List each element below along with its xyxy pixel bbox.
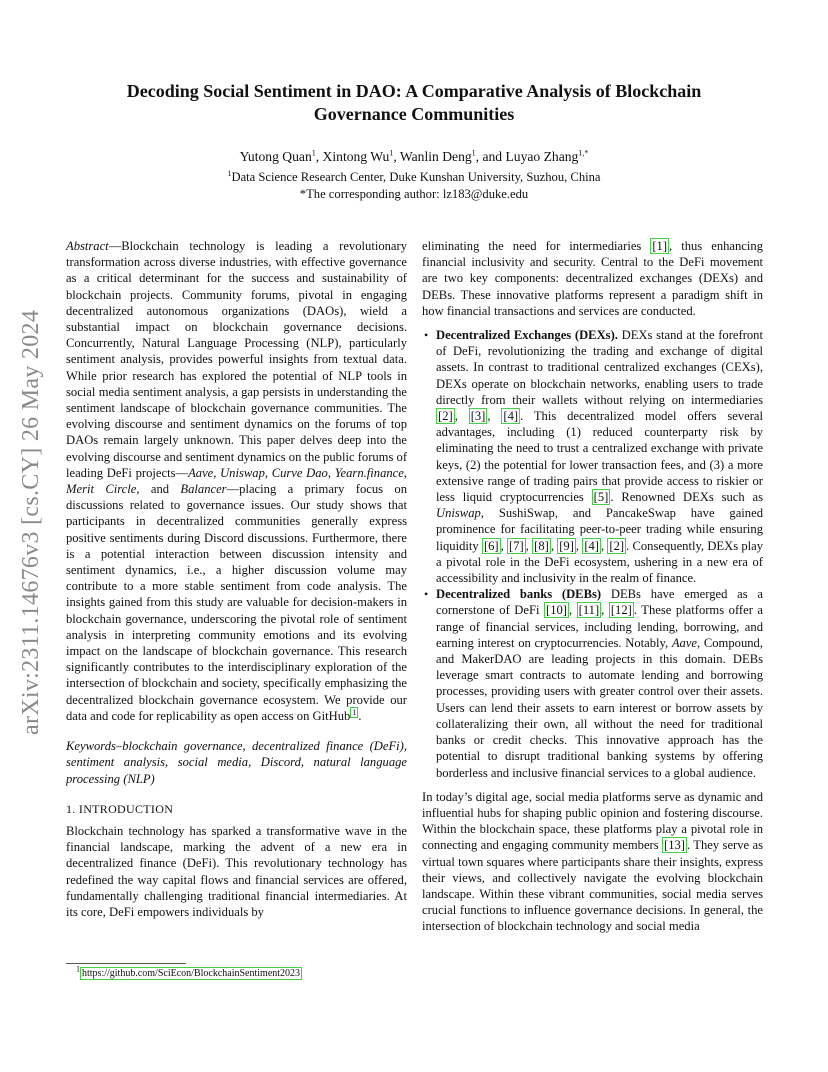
text-span: In today’s digital age, social media platforms serve as dynamic and influential hubs for shaping public opinion and fostering discourse. Within the blockchain space, these platforms play a pivotal role in connecting and engaging community members [422, 789, 763, 853]
citation-link[interactable]: [7] [509, 538, 524, 553]
affiliation-text: Data Science Research Center, Duke Kunshan University, Suzhou, China [231, 170, 601, 184]
list-item-heading: Decentralized Exchanges (DEXs). [436, 328, 618, 343]
text-span: eliminating the need for intermediaries [422, 239, 651, 253]
text-span: DEXs stand at the forefront of DeFi, revolutionizing the trading and exchange of digital assets. In contrast to traditional centralized exchanges (CEXs), DEXs operate on blockchain networks, enabling users to trade directly from their wallets without relying on intermediaries [436, 328, 763, 407]
project-curve: Curve Dao [271, 465, 328, 480]
bullet-icon: • [424, 587, 429, 602]
affiliation-mark: 1 [227, 168, 232, 178]
author-3-affil: 1 [471, 148, 476, 158]
project-uniswap: Uniswap [436, 506, 481, 521]
footnote-divider [66, 963, 186, 964]
text-span: . Consequently, DEXs play a pivotal role in the DeFi ecosystem, ushering in a new era of accessibility and inclusivity in the realm of finance. [436, 538, 764, 586]
project-balancer: Balancer [180, 482, 227, 497]
corresponding-author: *The corresponding author: lz183@duke.edu [299, 187, 529, 201]
citation-link[interactable]: [3] [470, 409, 486, 424]
author-4: and Luyao Zhang [482, 149, 579, 164]
footnote [76, 964, 302, 980]
intro-paragraph-2 [422, 238, 763, 319]
footnote-mark: 1 [76, 964, 80, 974]
project-aave: Aave [671, 635, 698, 650]
project-merit-circle: Merit Circle [66, 482, 137, 497]
author-4-affil: 1,* [578, 148, 589, 158]
citation-link[interactable]: [4] [503, 409, 519, 424]
author-2: Xintong Wu [322, 149, 390, 164]
right-column [422, 238, 763, 935]
text-span: , SushiSwap, and PancakeSwap have gained prominence for facilitating peer-to-peer trading while ensuring liquidity [436, 506, 763, 553]
citation-link[interactable]: [4] [584, 538, 599, 553]
project-uniswap: Uniswap [220, 465, 265, 480]
abstract-text-1: —Blockchain technology is leading a revolutionary transformation across diverse industries, with effective governance as a critical determinant for the success and sustainability of blockchain projects. Community forums, pivotal in engaging decentralized autonomous organizations (DAOs), wield a substantial impact on blockchain governance decisions. Concurrently, Natural Language Processing (NLP), particularly sentiment analysis, provides powerful insights from textual data. While prior research has explored the potential of NLP tools in social media sentiment analysis, a gap persists in understanding the sentiment landscape of blockchain governance communities. The evolving discourse and sentiment dynamics on the forums of top DAOs remain largely unknown. This paper delves deep into the evolving discourse and sentiment dynamics on the public forums of leading DeFi projects— [66, 239, 408, 480]
project-yearn: Yearn.finance [334, 465, 404, 480]
github-link[interactable]: https://github.com/SciEcon/BlockchainSentiment2023 [82, 968, 301, 979]
project-aave: Aave [188, 465, 214, 480]
citation-link[interactable]: [5] [593, 490, 609, 505]
citation-link[interactable]: [11] [578, 603, 600, 618]
intro-paragraph-1: Blockchain technology has sparked a transformative wave in the financial landscape, marking the advent of a new era in decentralized finance (DeFi). This revolutionary technology has redefined the way capital flows and financial services are offered, fundamentally challenging traditional financial intermediaries. At its core, DeFi empowers individuals by [66, 823, 407, 919]
author-1-affil: 1 [311, 148, 316, 158]
citation-link[interactable]: [6] [483, 538, 499, 553]
keywords: Keywords–blockchain governance, decentralized finance (DeFi), sentiment analysis, social media, Discord, natural language processing (NLP) [66, 739, 407, 786]
title-line-2: Governance Communities [313, 104, 515, 124]
arxiv-identifier: arXiv:2311.14676v3 [cs.CY] 26 May 2024 [18, 309, 44, 735]
list-item-deb: • Decentralized banks (DEBs) DEBs have emerged as a cornerstone of DeFi [10] , [11] , [12] . These platforms offer a range of financial services, including lending, borrowing, and earning interest on cryptocurrencies. Notably, Aave, Compound, and MakerDAO are leading projects in this domain. DEBs leverage smart contracts to automate lending and borrowing processes, providing users with greater control over their assets. Users can lend their assets to earn interest or borrow assets by collateralizing their own, all without the need for traditional banks or credit checks. This innovative approach has the potential to disrupt traditional banking systems by offering borderless and inclusive financial services to a global audience. [424, 587, 764, 780]
footnote-link[interactable]: 1 [352, 707, 357, 717]
text-span: , Compound, and MakerDAO are leading projects in this domain. DEBs leverage smart contracts to automate lending and borrowing processes, providing users with greater control over their assets. Users can lend their assets to earn interest or borrow assets by collateralizing their own, all without the need for traditional banks or credit checks. This innovative approach has the potential to disrupt traditional banking systems by offering borderless and inclusive financial services to a global audience. [436, 635, 763, 780]
list-item-dex: • Decentralized Exchanges (DEXs). DEXs stand at the forefront of DeFi, revolutionizing the trading and exchange of digital assets. In contrast to traditional centralized exchanges (CEXs), DEXs operate on blockchain networks, enabling users to trade directly from their wallets without relying on intermediaries [2] , [3] , [4] . This decentralized model offers several advantages, including (1) reduced counterparty risk by eliminating the need to trust a centralized exchange with private keys, (2) the potential for lower transaction fees, and (3) a more extensive range of trading pairs that provide access to riskier or less liquid cryptocurrencies [5] . Renowned DEXs such as Uniswap, SushiSwap, and PancakeSwap have gained prominence for facilitating peer-to-peer trading while ensuring liquidity [6] , [7] , [8] , [9] , [4] , [2] . Consequently, DEXs play a pivotal role in the DeFi ecosystem, ushering in a new era of accessibility and inclusivity in the realm of finance. [424, 328, 764, 586]
title-line-1: Decoding Social Sentiment in DAO: A Comparative Analysis of Blockchain [126, 81, 702, 101]
abstract-text-2: —placing a primary focus on discussions related to governance issues. Our study shows that participants in decentralized communities generally express positive sentiments during Discord discussions. Furthermore, there is a potential interaction between discussion intensity and sentiment dynamics, i.e., a higher discussion volume may contribute to a more stable sentiment from code analysis. The insights gained from this study are valuable for decision-makers in blockchain governance, underscoring the pivotal role of sentiment analysis in interpreting community emotions and its evolving impact on the landscape of blockchain governance. This research significantly contributes to the interdisciplinary exploration of the intersection of blockchain and society, specifically emphasizing the decentralized blockchain governance ecosystem. We provide our data and code for replicability as open access on GitHub [66, 482, 407, 723]
section-heading-introduction: 1. INTRODUCTION [66, 801, 174, 816]
text-span: . Renowned DEXs such as [610, 490, 763, 505]
intro-paragraph-3 [422, 789, 763, 935]
citation-link[interactable]: [9] [559, 538, 574, 553]
text-span: . This decentralized model offers several advantages, including (1) reduced counterparty risk by eliminating the need to trust a centralized exchange with private keys, (2) the potential for lower transaction fees, and (3) a more extensive range of trading pairs that provide access to riskier or less liquid cryptocurrencies [436, 409, 764, 505]
citation-link[interactable]: [8] [534, 538, 549, 553]
list-item-heading: Decentralized banks (DEBs) [436, 587, 602, 602]
paper-title [100, 80, 728, 126]
citation-link[interactable]: [1] [652, 239, 668, 253]
abstract: Abstract—Blockchain technology is leading a revolutionary transformation across diverse industries, with effective governance as a critical determinant for the success and sustainability of blockchain projects. Community forums, pivotal in engaging decentralized autonomous organizations (DAOs), wield a substantial impact on blockchain governance decisions. Concurrently, Natural Language Processing (NLP), particularly sentiment analysis, provides powerful insights from textual data. While prior research has explored the potential of NLP tools in social media sentiment analysis, a gap persists in understanding the sentiment landscape of blockchain governance communities. The evolving discourse and sentiment dynamics on the forums of top DAOs remain largely unknown. This paper delves deep into the evolving discourse and sentiment dynamics on the public forums of leading DeFi projects—Aave, Uniswap, Curve Dao, Yearn.finance, Merit Circle, and Balancer—placing a primary focus on discussions related to governance issues. Our study shows that participants in decentralized communities generally express positive sentiments during Discord discussions. Furthermore, there is a potential interaction between discussion intensity and sentiment dynamics, i.e., a higher discussion volume may contribute to a more stable sentiment from code analysis. The insights gained from this study are valuable for decision-makers in blockchain governance, underscoring the pivotal role of sentiment analysis in interpreting community emotions and its evolving impact on the landscape of blockchain governance. This research significantly contributes to the interdisciplinary exploration of the intersection of blockchain and society, specifically emphasizing the decentralized blockchain governance ecosystem. We provide our data and code for replicability as open access on GitHub $^1$ . [66, 239, 408, 723]
left-column [66, 238, 407, 920]
citation-link[interactable]: [2] [609, 538, 625, 553]
author-2-affil: 1 [389, 148, 394, 158]
citation-link[interactable]: [10] [546, 603, 567, 618]
author-list: Yutong Quan$^1$, Xintong Wu$^1$, Wanlin Deng$^1$, and Luyao Zhang$^{1,*}$ [239, 148, 589, 164]
citation-link[interactable]: [2] [438, 409, 453, 424]
text-span: . These platforms offer a range of financial services, including lending, borrowing, and earning interest on cryptocurrencies. Notably, [436, 603, 764, 650]
abstract-label: Abstract [66, 239, 109, 253]
citation-link[interactable]: [12] [610, 603, 632, 618]
text-span: , thus enhancing financial inclusivity and security. Central to the DeFi movement are two key components: decentralized exchanges (DEXs) and DEBs. These innovative platforms represent a paradigm shift in how financial transactions and services are conducted. [422, 239, 763, 318]
author-1: Yutong Quan [239, 149, 312, 164]
affiliation [100, 169, 728, 185]
text-span: . They serve as virtual town squares where participants share their insights, express their views, and collectively navigate the evolving blockchain landscape. Within these vibrant communities, social media serves crucial functions to influence governance decisions. In general, the intersection of blockchain technology and social media [422, 838, 763, 934]
citation-link[interactable]: [13] [664, 838, 685, 853]
text-span: DEBs have emerged as a cornerstone of DeFi [436, 587, 764, 618]
bullet-icon: • [424, 328, 429, 343]
author-3: Wanlin Deng [399, 149, 472, 164]
bullet-list [422, 327, 763, 781]
